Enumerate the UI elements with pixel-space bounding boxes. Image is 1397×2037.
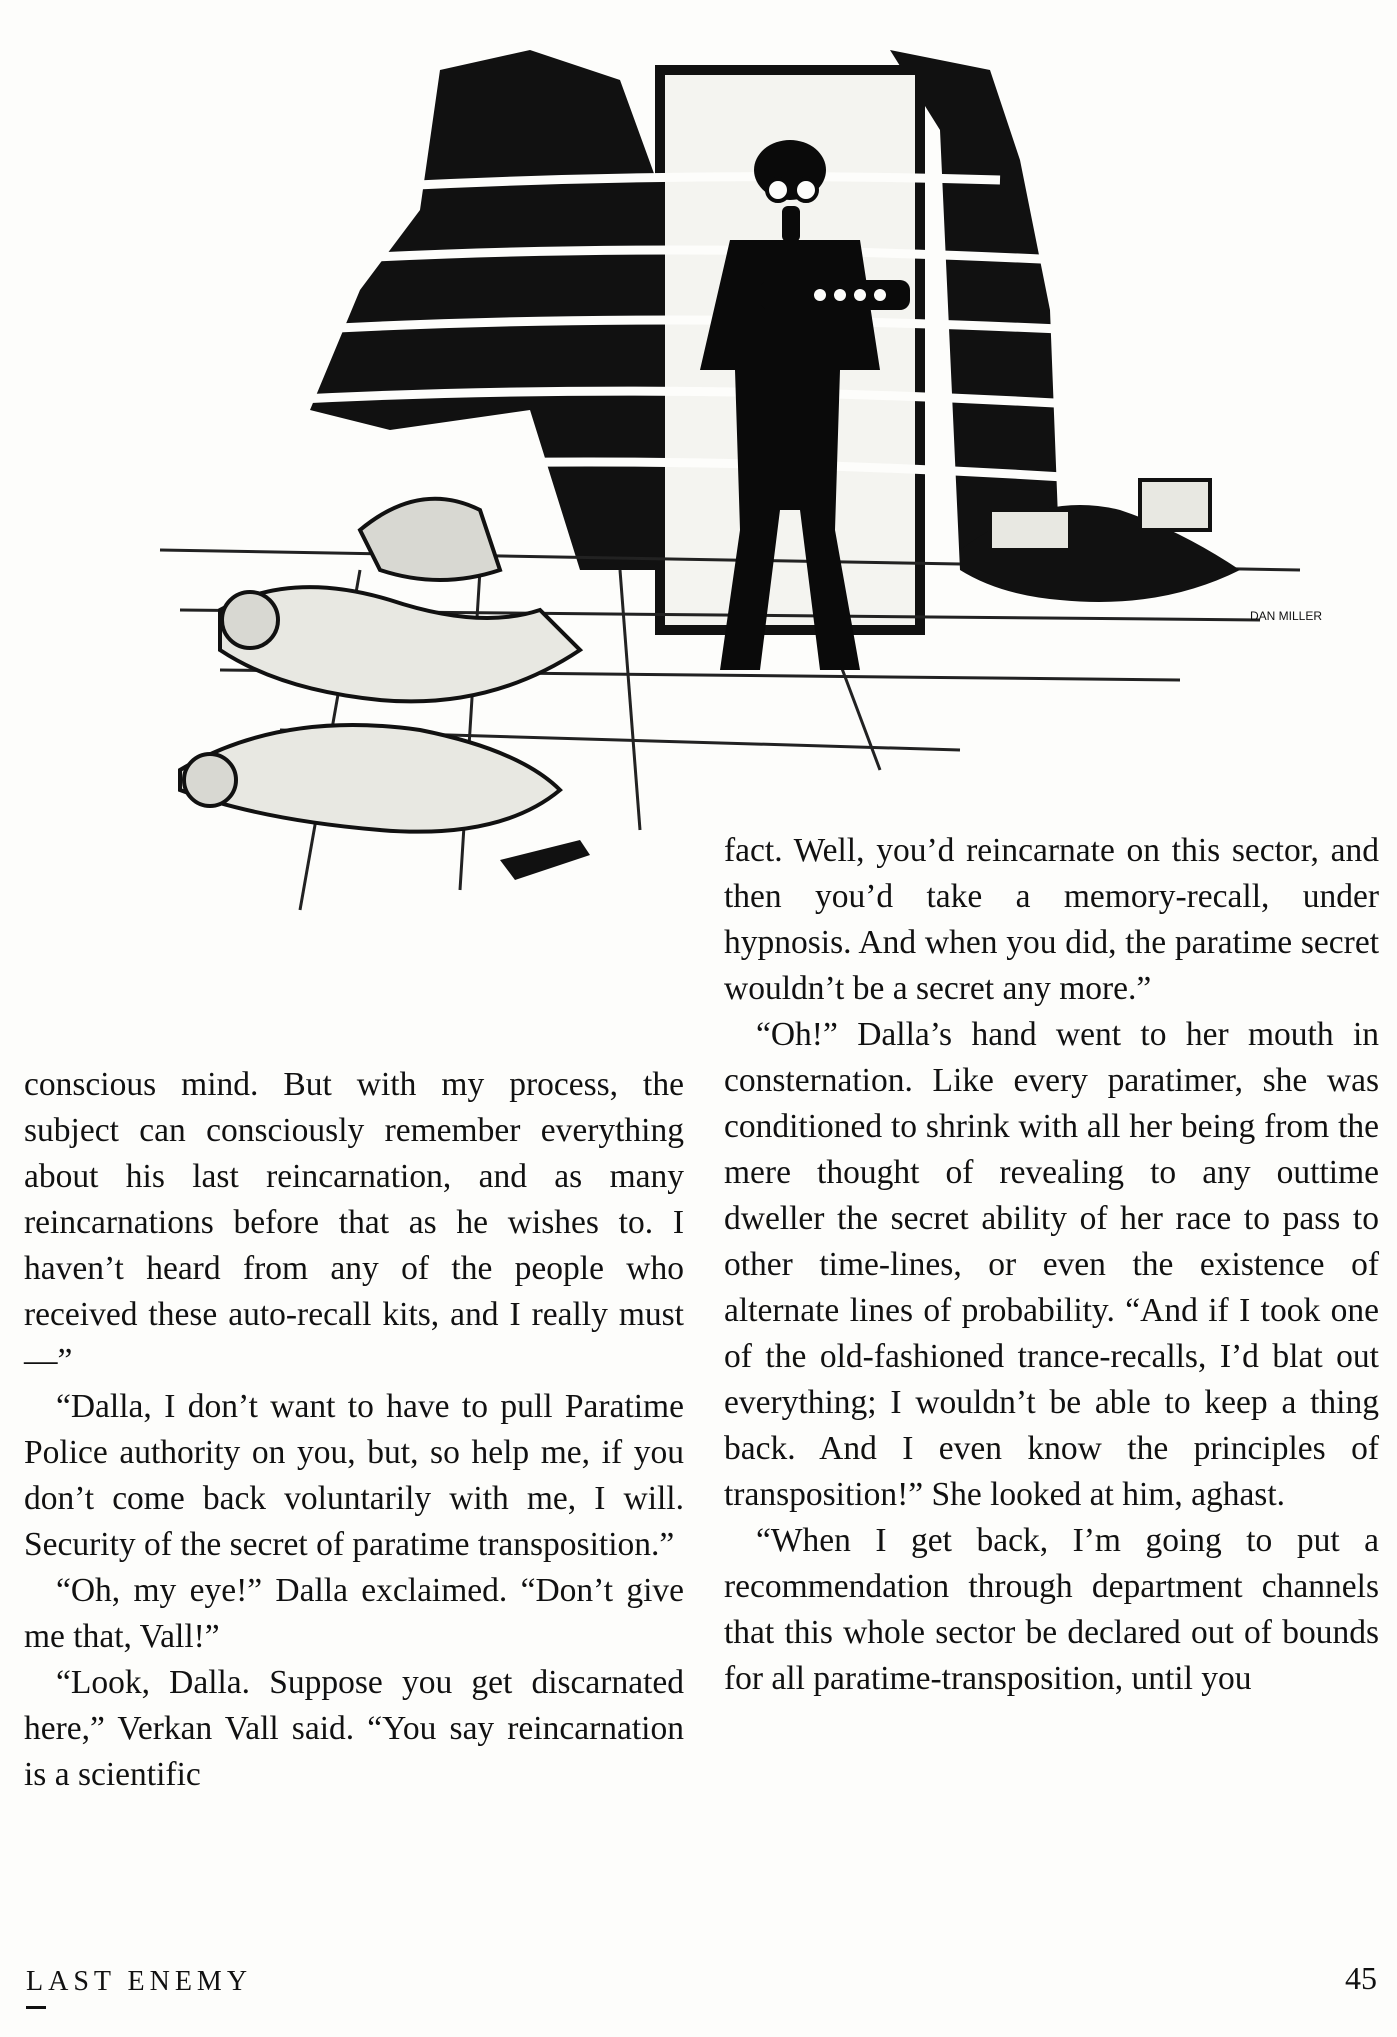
page-number: 45	[1345, 1960, 1377, 1996]
right-text-column	[724, 828, 1379, 1702]
paragraph: conscious mind. But with my process, the subject can consciously remember everything about his last reincarnation, and as many reincarnations before that as he wishes to. I haven’t heard from any of the people who received these auto-recall kits, and I really must—”	[24, 1066, 684, 1379]
dropped-pistol	[500, 840, 590, 880]
paragraph: “Look, Dalla. Suppose you get discarnated here,” Verkan Vall said. “You say reincarnation is a scientific	[24, 1664, 684, 1793]
running-footer-title: LAST ENEMY	[26, 1966, 253, 1997]
fallen-bodies	[180, 499, 580, 832]
artist-signature: DAN MILLER	[1250, 609, 1323, 623]
paragraph: “Dalla, I don’t want to have to pull Paratime Police authority on you, but, so help me, if you don’t come back voluntarily with me, I will. Security of the secret of paratime transposition.”	[24, 1388, 684, 1563]
left-text-column	[24, 1062, 684, 1798]
paragraph: “When I get back, I’m going to put a recommendation through department channels that this whole sector be declared out of bounds for all paratime-transposition, until you	[724, 1522, 1379, 1697]
footer-rule	[26, 2006, 46, 2009]
paragraph: “Oh!” Dalla’s hand went to her mouth in consternation. Like every paratimer, she was conditioned to shrink with all her being from the mere thought of revealing to any outtime dweller the secret ability of her race to pass to other time-lines, or even the existence of alternate lines of probability. “And if I took one of the old-fashioned trance-recalls, I’d blat out everything; I wouldn’t be able to keep a thing back. And I even know the principles of transposition!” She looked at him, aghast.	[724, 1016, 1379, 1513]
paragraph: fact. Well, you’d reincarnate on this sector, and then you’d take a memory-recall, under hypnosis. And when you did, the paratime secret wouldn’t be a secret any more.”	[724, 832, 1379, 1007]
paragraph: “Oh, my eye!” Dalla exclaimed. “Don’t give me that, Vall!”	[24, 1572, 684, 1655]
dark-wall	[310, 50, 670, 570]
